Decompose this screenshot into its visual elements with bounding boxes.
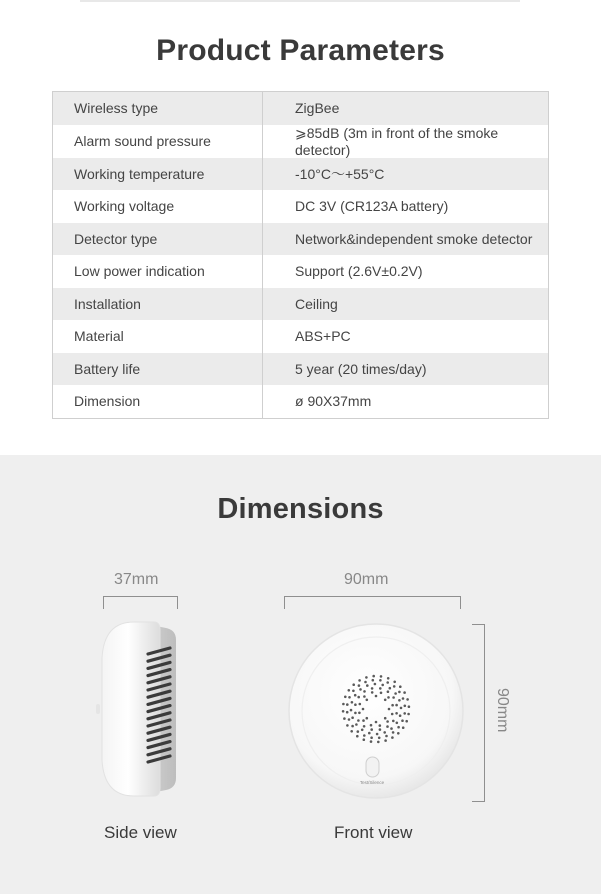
speaker-hole (348, 689, 351, 692)
param-label: Battery life (53, 353, 263, 386)
param-label: Material (53, 320, 263, 353)
table-row (53, 125, 549, 158)
table-row (53, 223, 549, 256)
speaker-hole (357, 719, 360, 722)
speaker-hole (358, 712, 361, 715)
speaker-hole (386, 720, 389, 723)
speaker-hole (357, 696, 360, 699)
speaker-hole (351, 701, 354, 704)
speaker-hole (362, 708, 365, 711)
speaker-hole (377, 741, 380, 744)
params-title: Product Parameters (156, 34, 445, 67)
speaker-hole (357, 730, 360, 733)
speaker-hole (379, 728, 382, 731)
param-value: DC 3V (CR123A battery) (263, 190, 549, 223)
param-value: Ceiling (263, 288, 549, 321)
speaker-hole (387, 677, 390, 680)
speaker-hole (355, 723, 358, 726)
speaker-hole (370, 728, 373, 731)
speaker-hole (398, 699, 401, 702)
speaker-hole (352, 683, 355, 686)
speaker-hole (352, 690, 355, 693)
speaker-hole (363, 734, 366, 737)
table-row (53, 158, 549, 191)
speaker-hole (363, 725, 366, 728)
speaker-hole (372, 675, 375, 678)
speaker-hole (380, 675, 383, 678)
speaker-hole (350, 709, 353, 712)
table-row (53, 288, 549, 321)
speaker-hole (397, 732, 400, 735)
speaker-hole (388, 708, 391, 711)
param-label: Installation (53, 288, 263, 321)
param-label: Low power indication (53, 255, 263, 288)
speaker-hole (392, 720, 395, 723)
speaker-hole (354, 703, 357, 706)
front-width-bracket (284, 596, 461, 609)
speaker-hole (363, 738, 366, 741)
speaker-hole (361, 729, 364, 732)
speaker-hole (386, 725, 389, 728)
param-value: ø 90X37mm (263, 385, 549, 418)
speaker-hole (386, 681, 389, 684)
side-view-image (96, 618, 180, 800)
param-value: ⩾85dB (3m in front of the smoke detector) (263, 125, 549, 158)
speaker-hole (371, 687, 374, 690)
speaker-hole (358, 679, 361, 682)
speaker-hole (397, 726, 400, 729)
speaker-hole (387, 690, 390, 693)
test-button-label: Test/Silence (359, 780, 385, 785)
speaker-hole (379, 724, 382, 727)
speaker-hole (366, 684, 369, 687)
speaker-hole (402, 726, 405, 729)
speaker-hole (346, 724, 349, 727)
front-height-bracket (472, 624, 485, 802)
front-view-caption: Front view (334, 823, 413, 842)
speaker-hole (396, 722, 399, 725)
speaker-hole (393, 681, 396, 684)
speaker-hole (378, 737, 381, 740)
speaker-hole (342, 703, 345, 706)
speaker-hole (379, 679, 382, 682)
param-value: Network&independent smoke detector (263, 223, 549, 256)
speaker-hole (399, 714, 402, 717)
speaker-hole (346, 711, 349, 714)
speaker-hole (391, 736, 394, 739)
side-depth-bracket (103, 596, 178, 609)
speaker-hole (379, 687, 382, 690)
param-label: Working temperature (53, 158, 263, 191)
speaker-hole (344, 696, 347, 699)
table-row (53, 190, 549, 223)
table-row (53, 385, 549, 418)
speaker-hole (358, 684, 361, 687)
speaker-hole (395, 704, 398, 707)
param-value: -10°C～+55°C (263, 158, 549, 191)
param-label: Dimension (53, 385, 263, 418)
dimensions-title: Dimensions (217, 493, 384, 525)
speaker-hole (364, 681, 367, 684)
speaker-hole (407, 713, 410, 716)
speaker-hole (362, 719, 365, 722)
speaker-hole (402, 697, 405, 700)
speaker-hole (366, 699, 369, 702)
speaker-hole (403, 691, 406, 694)
front-height-label: 90mm (494, 688, 511, 733)
speaker-hole (395, 712, 398, 715)
speaker-hole (400, 707, 403, 710)
speaker-hole (359, 688, 362, 691)
speaker-hole (370, 736, 373, 739)
speaker-hole (404, 705, 407, 708)
speaker-hole (384, 717, 387, 720)
table-row (53, 320, 549, 353)
params-table (52, 91, 549, 419)
speaker-hole (391, 713, 394, 716)
param-value: ABS+PC (263, 320, 549, 353)
top-divider (80, 0, 520, 2)
speaker-hole (393, 685, 396, 688)
param-value: Support (2.6V±0.2V) (263, 255, 549, 288)
speaker-hole (376, 733, 379, 736)
speaker-hole (348, 718, 351, 721)
speaker-hole (394, 692, 397, 695)
speaker-hole (403, 712, 406, 715)
speaker-hole (354, 694, 357, 697)
table-row (53, 353, 549, 386)
speaker-hole (389, 687, 392, 690)
speaker-hole (398, 691, 401, 694)
param-value: 5 year (20 times/day) (263, 353, 549, 386)
speaker-hole (381, 684, 384, 687)
speaker-hole (371, 691, 374, 694)
speaker-hole (343, 717, 346, 720)
speaker-hole (359, 703, 362, 706)
speaker-hole (374, 683, 377, 686)
speaker-hole (375, 721, 378, 724)
speaker-hole (405, 720, 408, 723)
table-row (53, 92, 549, 125)
table-row (53, 255, 549, 288)
speaker-hole (384, 699, 387, 702)
speaker-hole (350, 730, 353, 733)
speaker-hole (363, 690, 366, 693)
front-view-image (286, 621, 466, 801)
speaker-hole (342, 710, 345, 713)
param-label: Detector type (53, 223, 263, 256)
speaker-hole (375, 695, 378, 698)
speaker-hole (370, 724, 373, 727)
speaker-hole (399, 685, 402, 688)
speaker-hole (383, 731, 386, 734)
speaker-hole (380, 692, 383, 695)
side-view-caption: Side view (104, 823, 177, 842)
param-value: ZigBee (263, 92, 549, 125)
speaker-hole (385, 735, 388, 738)
speaker-hole (384, 739, 387, 742)
speaker-hole (365, 676, 368, 679)
speaker-hole (363, 695, 366, 698)
speaker-hole (408, 705, 411, 708)
param-label: Working voltage (53, 190, 263, 223)
speaker-hole (351, 716, 354, 719)
speaker-hole (392, 696, 395, 699)
speaker-hole (366, 717, 369, 720)
speaker-hole (368, 732, 371, 735)
speaker-hole (351, 725, 354, 728)
speaker-hole (372, 679, 375, 682)
front-width-label: 90mm (344, 571, 389, 588)
speaker-hole (354, 712, 357, 715)
side-depth-label: 37mm (114, 571, 159, 588)
speaker-hole (356, 735, 359, 738)
speaker-hole (390, 727, 393, 730)
speaker-hole (387, 696, 390, 699)
speaker-hole (392, 731, 395, 734)
speaker-hole (370, 740, 373, 743)
speaker-hole (346, 703, 349, 706)
speaker-hole (348, 696, 351, 699)
param-label: Wireless type (53, 92, 263, 125)
speaker-hole (406, 698, 409, 701)
speaker-hole (391, 704, 394, 707)
param-label: Alarm sound pressure (53, 125, 263, 158)
speaker-hole (401, 719, 404, 722)
